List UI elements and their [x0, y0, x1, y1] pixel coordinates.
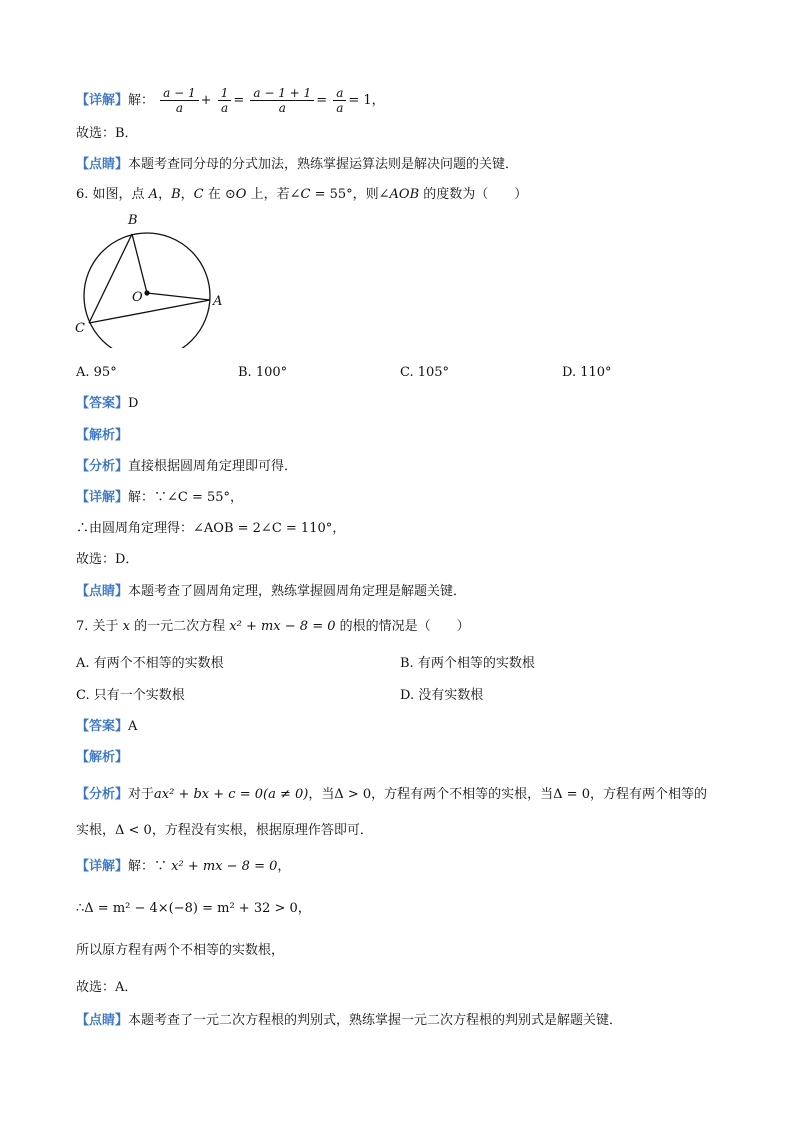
q5-comment: [76, 156, 518, 174]
q7-answer: 【答案】A: [76, 719, 138, 734]
q5-choose: 故选：B．: [76, 126, 138, 141]
q7-step3: 所以原方程有两个不相等的实数根，: [76, 943, 285, 958]
q5-detail-line: [76, 86, 385, 115]
q6-comment: 【点睛】本题考查了圆周角定理，熟练掌握圆周角定理是解题关键．: [76, 584, 467, 599]
q6-option-a: A. 95°: [76, 365, 117, 380]
label-c: C: [75, 321, 85, 336]
detail-tag: 【详解】: [76, 93, 129, 108]
segment-bo: [132, 234, 147, 293]
q6-option-d: D. 110°: [562, 365, 612, 380]
label-b: B: [128, 213, 138, 228]
q7-option-b: B. 有两个相等的实数根: [400, 656, 535, 671]
q6-analysis: 【解析】: [76, 428, 129, 443]
q7-option-c: C. 只有一个实数根: [76, 688, 185, 703]
plus-sign: +: [200, 93, 212, 108]
q6-step2: ∴由圆周角定理得：∠AOB = 2∠C = 110°，: [76, 521, 346, 536]
equals-sign: =: [316, 93, 328, 108]
q7-stem: 7. 关于 x 的一元二次方程 x² + mx − 8 = 0 的根的情况是（ ）: [76, 619, 470, 634]
q7-detail: 【详解】解：∵ x² + mx − 8 = 0，: [76, 859, 291, 874]
fraction-1: $\frac{a - 1}{a}$: [160, 86, 198, 115]
q7-fenxi-line2: 实根，Δ < 0，方程没有实根，根据原理作答即可．: [76, 823, 373, 838]
q7-option-a: A. 有两个不相等的实数根: [76, 656, 224, 671]
q6-detail: 【详解】解：∵∠C = 55°，: [76, 490, 244, 505]
detail-prefix: 解：: [128, 93, 155, 108]
comment-text: 本题考查同分母的分式加法，熟练掌握运算法则是解决问题的关键．: [128, 157, 519, 172]
fraction-2: $\frac{1}{a}$: [218, 86, 232, 115]
center-point: [144, 290, 149, 295]
q6-answer: 【答案】D: [76, 396, 139, 411]
q6-option-b: B. 100°: [238, 365, 288, 380]
circle-figure: [70, 208, 240, 348]
q6-fenxi: 【分析】直接根据圆周角定理即可得．: [76, 459, 298, 474]
segment-oa: [147, 293, 210, 300]
fraction-4: $\frac{a}{a}$: [333, 86, 346, 115]
q6-option-c: C. 105°: [400, 365, 450, 380]
q7-choose: 故选：A．: [76, 980, 138, 995]
q7-fenxi: 【分析】对于ax² + bx + c = 0(a ≠ 0)，当Δ > 0，方程有两个不相等的实根，当Δ = 0，方程有两个相等的: [76, 787, 707, 802]
q7-analysis: 【解析】: [76, 750, 129, 765]
q7-comment: 【点睛】本题考查了一元二次方程根的判别式，熟练掌握一元二次方程根的判别式是解题关键．: [76, 1013, 623, 1028]
equation-tail: = 1，: [348, 93, 385, 108]
comment-tag: 【点睛】: [76, 157, 129, 172]
fraction-3: $\frac{a - 1 + 1}{a}$: [250, 86, 314, 115]
segment-ca: [89, 300, 210, 323]
q6-choose: 故选：D．: [76, 552, 139, 567]
q7-option-d: D. 没有实数根: [400, 688, 484, 703]
q6-stem: 6. 如图，点 A，B，C 在 ⊙O 上，若∠C = 55°，则∠AOB 的度数为（ ）: [76, 187, 528, 202]
segment-bc: [89, 234, 132, 323]
label-o: O: [132, 290, 143, 305]
label-a: A: [213, 294, 223, 309]
equals-sign: =: [233, 93, 245, 108]
q7-step2: ∴Δ = m² − 4×(−8) = m² + 32 > 0，: [76, 901, 311, 916]
